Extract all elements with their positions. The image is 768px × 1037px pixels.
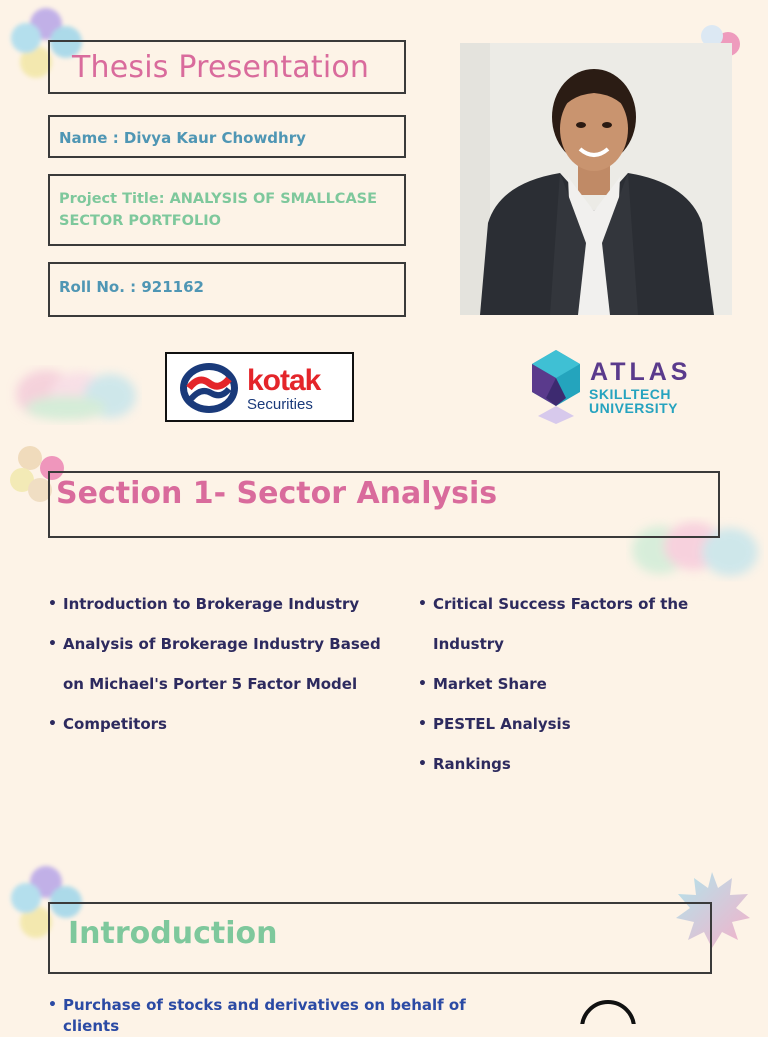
kotak-wordmark: kotak [247,364,321,397]
person-portrait-icon [460,43,732,315]
atlas-wordmark: ATLAS [590,358,692,386]
section-right-list [418,584,718,784]
kotak-subtitle: Securities [247,396,313,413]
list-item: • Analysis of Brokerage Industry Based on Michael's Porter 5 Factor Model [48,624,398,704]
bullet-icon: • [48,997,57,1013]
introduction-list-item [48,995,468,1037]
decorative-blob-icon [6,360,142,430]
atlas-cube-icon [530,350,584,424]
introduction-heading: Introduction [68,916,278,951]
portrait-photo [460,43,732,315]
atlas-subtitle-line2: UNIVERSITY [589,400,679,416]
list-item-text: Purchase of stocks and derivatives on behalf of clients [63,996,466,1035]
section-heading: Section 1- Sector Analysis [56,476,498,511]
circle-outline-icon [578,998,638,1024]
atlas-subtitle-line1: SKILLTECH [589,386,672,402]
page-title: Thesis Presentation [72,50,370,85]
student-name: Name : Divya Kaur Chowdhry [59,129,306,147]
project-title: Project Title: ANALYSIS OF SMALLCASE SECTOR PORTFOLIO [59,191,378,229]
list-item: • Introduction to Brokerage Industry [48,584,398,624]
list-item: • Market Share [418,664,718,704]
list-item: • Critical Success Factors of the Industry [418,584,718,664]
list-item: • Competitors [48,704,398,744]
list-item: • Rankings [418,744,718,784]
list-item: • PESTEL Analysis [418,704,718,744]
kotak-securities-logo [165,352,354,422]
roll-number: Roll No. : 921162 [59,278,204,296]
kotak-emblem-icon [179,361,243,415]
section-left-list [48,584,398,744]
